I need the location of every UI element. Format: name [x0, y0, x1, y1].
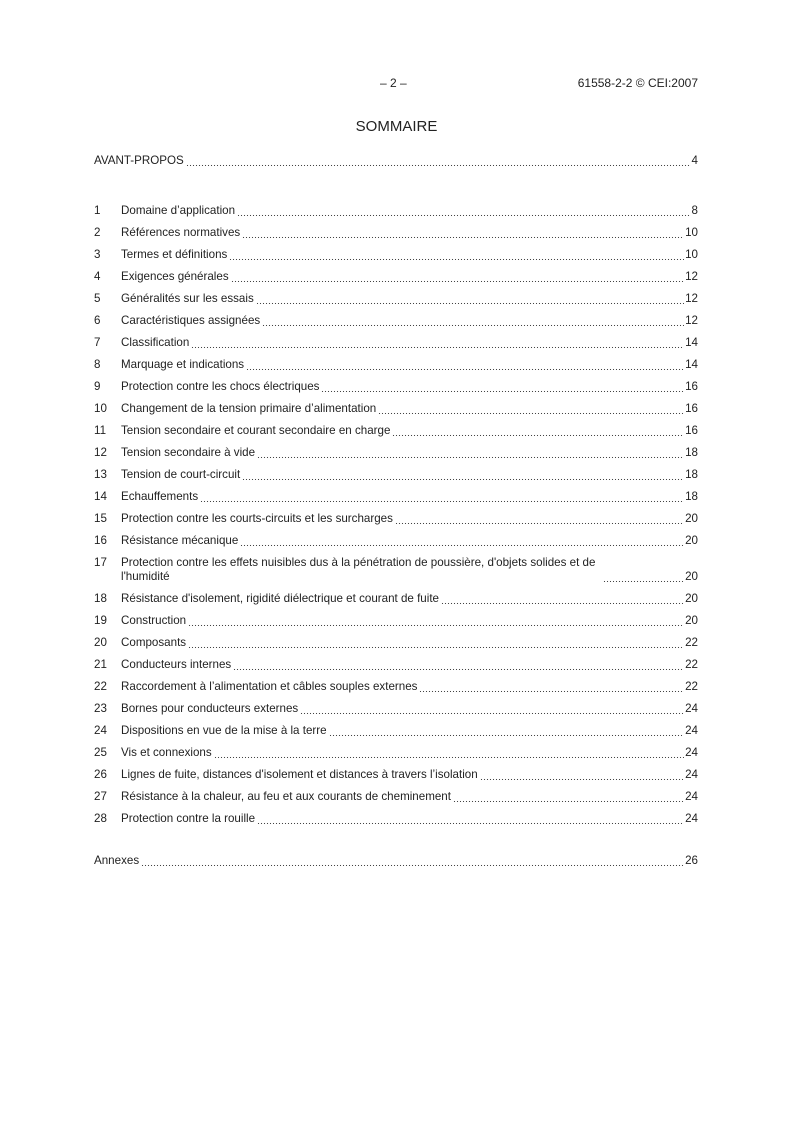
toc-number: 21	[94, 658, 107, 671]
toc-entry[interactable]	[94, 200, 698, 222]
toc-page: 24	[685, 724, 698, 737]
toc-number: 20	[94, 636, 107, 649]
toc-page: 20	[685, 512, 698, 525]
toc-number: 23	[94, 702, 107, 715]
toc-number: 2	[94, 226, 101, 239]
toc-label: AVANT-PROPOS	[94, 154, 184, 167]
toc-label: Tension de court-circuit	[121, 468, 241, 481]
dot-leader	[441, 594, 684, 604]
toc-number: 16	[94, 534, 107, 547]
toc-page: 12	[685, 292, 698, 305]
dot-leader	[419, 682, 684, 692]
dot-leader	[246, 360, 684, 370]
dot-leader	[257, 814, 684, 824]
toc-label: Annexes	[94, 854, 140, 867]
toc-number: 17	[94, 556, 107, 569]
toc-number: 19	[94, 614, 107, 627]
toc-label: Marquage et indications	[121, 358, 245, 371]
toc-page: 24	[685, 702, 698, 715]
dot-leader	[229, 250, 684, 260]
toc-page: 24	[685, 812, 698, 825]
toc-label: Termes et définitions	[121, 248, 228, 261]
toc-entry[interactable]	[94, 442, 698, 464]
toc-label: Dispositions en vue de la mise à la terre	[121, 724, 327, 737]
toc-label: Tension secondaire et courant secondaire en charge	[121, 424, 391, 437]
dot-leader	[392, 426, 684, 436]
dot-leader	[141, 856, 684, 866]
toc-label: Lignes de fuite, distances d'isolement et distances à travers l’isolation	[121, 768, 478, 781]
dot-leader	[378, 404, 684, 414]
toc-entry[interactable]	[94, 266, 698, 288]
toc-label: Raccordement à l’alimentation et câbles souples externes	[121, 680, 418, 693]
toc-page: 18	[685, 490, 698, 503]
dot-leader	[453, 792, 684, 802]
toc-label: Construction	[121, 614, 187, 627]
toc-number: 1	[94, 204, 101, 217]
toc-page: 20	[685, 592, 698, 605]
dot-leader	[395, 514, 684, 524]
toc-entry[interactable]	[94, 530, 698, 552]
toc-page: 18	[685, 446, 698, 459]
toc-number: 13	[94, 468, 107, 481]
toc-page: 14	[685, 336, 698, 349]
toc-entry[interactable]	[94, 676, 698, 698]
toc-number: 24	[94, 724, 107, 737]
dot-leader	[200, 492, 684, 502]
document-reference: 61558-2-2 © CEI:2007	[577, 76, 698, 90]
toc-label: Changement de la tension primaire d’alimentation	[121, 402, 377, 415]
dot-leader	[262, 316, 684, 326]
toc-number: 3	[94, 248, 101, 261]
toc-label: Caractéristiques assignées	[121, 314, 261, 327]
toc-page: 16	[685, 380, 698, 393]
dot-leader	[321, 382, 684, 392]
toc-entry[interactable]	[94, 420, 698, 442]
toc-number: 12	[94, 446, 107, 459]
toc-label: Exigences générales	[121, 270, 229, 283]
toc-page: 12	[685, 314, 698, 327]
dot-leader	[186, 156, 691, 166]
toc-entry[interactable]	[94, 288, 698, 310]
toc-number: 11	[94, 424, 107, 437]
toc-entry[interactable]	[94, 222, 698, 244]
toc-entry[interactable]	[94, 376, 698, 398]
dot-leader	[188, 616, 684, 626]
toc-page: 4	[691, 154, 698, 167]
dot-leader	[191, 338, 684, 348]
toc-foreword[interactable]	[94, 150, 698, 172]
toc-label: Classification	[121, 336, 190, 349]
toc-label: Protection contre les chocs électriques	[121, 380, 320, 393]
toc-page: 26	[685, 854, 698, 867]
dot-leader	[214, 748, 684, 758]
toc-label: Echauffements	[121, 490, 199, 503]
toc-number: 25	[94, 746, 107, 759]
toc-entry[interactable]	[94, 698, 698, 720]
dot-leader	[329, 726, 685, 736]
dot-leader	[233, 660, 684, 670]
toc-number: 28	[94, 812, 107, 825]
toc-entry[interactable]	[94, 588, 698, 610]
toc-entry[interactable]	[94, 398, 698, 420]
toc-number: 5	[94, 292, 101, 305]
toc-label: Conducteurs internes	[121, 658, 232, 671]
toc-entry[interactable]	[94, 764, 698, 786]
toc-entry[interactable]	[94, 742, 698, 764]
toc-label: Résistance mécanique	[121, 534, 239, 547]
toc-label: Composants	[121, 636, 187, 649]
toc-number: 26	[94, 768, 107, 781]
toc-label: Bornes pour conducteurs externes	[121, 702, 299, 715]
dot-leader	[256, 294, 684, 304]
toc-number: 7	[94, 336, 101, 349]
toc-entry[interactable]	[94, 354, 698, 376]
toc-page: 20	[685, 534, 698, 547]
toc-entry[interactable]	[94, 786, 698, 808]
toc-page: 16	[685, 424, 698, 437]
toc-page: 16	[685, 402, 698, 415]
toc-label: Protection contre la rouille	[121, 812, 256, 825]
page-title: SOMMAIRE	[355, 118, 438, 135]
dot-leader	[480, 770, 684, 780]
toc-entry[interactable]	[94, 244, 698, 266]
toc-page: 22	[685, 658, 698, 671]
toc-page: 24	[685, 790, 698, 803]
toc-number: 14	[94, 490, 107, 503]
toc-label: Domaine d’application	[121, 204, 236, 217]
toc-entry[interactable]	[94, 720, 698, 742]
toc-number: 10	[94, 402, 107, 415]
dot-leader	[257, 448, 684, 458]
dot-leader	[242, 228, 684, 238]
toc-page: 10	[685, 226, 698, 239]
toc-page: 22	[685, 636, 698, 649]
toc-number: 27	[94, 790, 107, 803]
toc-page: 8	[691, 204, 698, 217]
toc-label: Protection contre les courts-circuits et les surcharges	[121, 512, 393, 525]
toc-number: 18	[94, 592, 107, 605]
toc-entry[interactable]	[94, 552, 698, 588]
toc-entry[interactable]	[94, 808, 698, 830]
toc-label: Résistance à la chaleur, au feu et aux courants de cheminement	[121, 790, 451, 803]
dot-leader	[242, 470, 684, 480]
dot-leader	[231, 272, 684, 282]
toc-page: 10	[685, 248, 698, 261]
dot-leader	[188, 638, 684, 648]
toc-page: 22	[685, 680, 698, 693]
toc-entry[interactable]	[94, 464, 698, 486]
toc-entry[interactable]	[94, 632, 698, 654]
page-number: – 2 –	[380, 76, 407, 90]
toc-label: Résistance d'isolement, rigidité diélectrique et courant de fuite	[121, 592, 439, 605]
dot-leader	[300, 704, 684, 714]
toc-page: 20	[685, 614, 698, 627]
toc-label: Tension secondaire à vide	[121, 446, 256, 459]
toc-number: 22	[94, 680, 107, 693]
toc-page: 18	[685, 468, 698, 481]
toc-entry[interactable]	[94, 310, 698, 332]
toc-annexes[interactable]	[94, 850, 698, 872]
toc-page: 14	[685, 358, 698, 371]
toc-number: 8	[94, 358, 101, 371]
dot-leader	[237, 206, 690, 216]
toc-page: 24	[685, 746, 698, 759]
toc-page: 20	[685, 570, 698, 583]
toc-entry[interactable]	[94, 332, 698, 354]
toc-entry[interactable]	[94, 610, 698, 632]
toc-page: 12	[685, 270, 698, 283]
toc-page: 24	[685, 768, 698, 781]
dot-leader	[603, 572, 684, 582]
toc-label: Références normatives	[121, 226, 241, 239]
toc-number: 9	[94, 380, 101, 393]
toc-list	[94, 200, 698, 830]
toc-label: Généralités sur les essais	[121, 292, 254, 305]
toc-entry[interactable]	[94, 508, 698, 530]
toc-label: Vis et connexions	[121, 746, 212, 759]
toc-number: 6	[94, 314, 101, 327]
dot-leader	[240, 536, 684, 546]
toc-number: 4	[94, 270, 101, 283]
toc-number: 15	[94, 512, 107, 525]
toc-entry[interactable]	[94, 486, 698, 508]
toc-label: Protection contre les effets nuisibles dus à la pénétration de poussière, d'objets solides et de l'humidité	[121, 556, 596, 583]
toc-entry[interactable]	[94, 654, 698, 676]
